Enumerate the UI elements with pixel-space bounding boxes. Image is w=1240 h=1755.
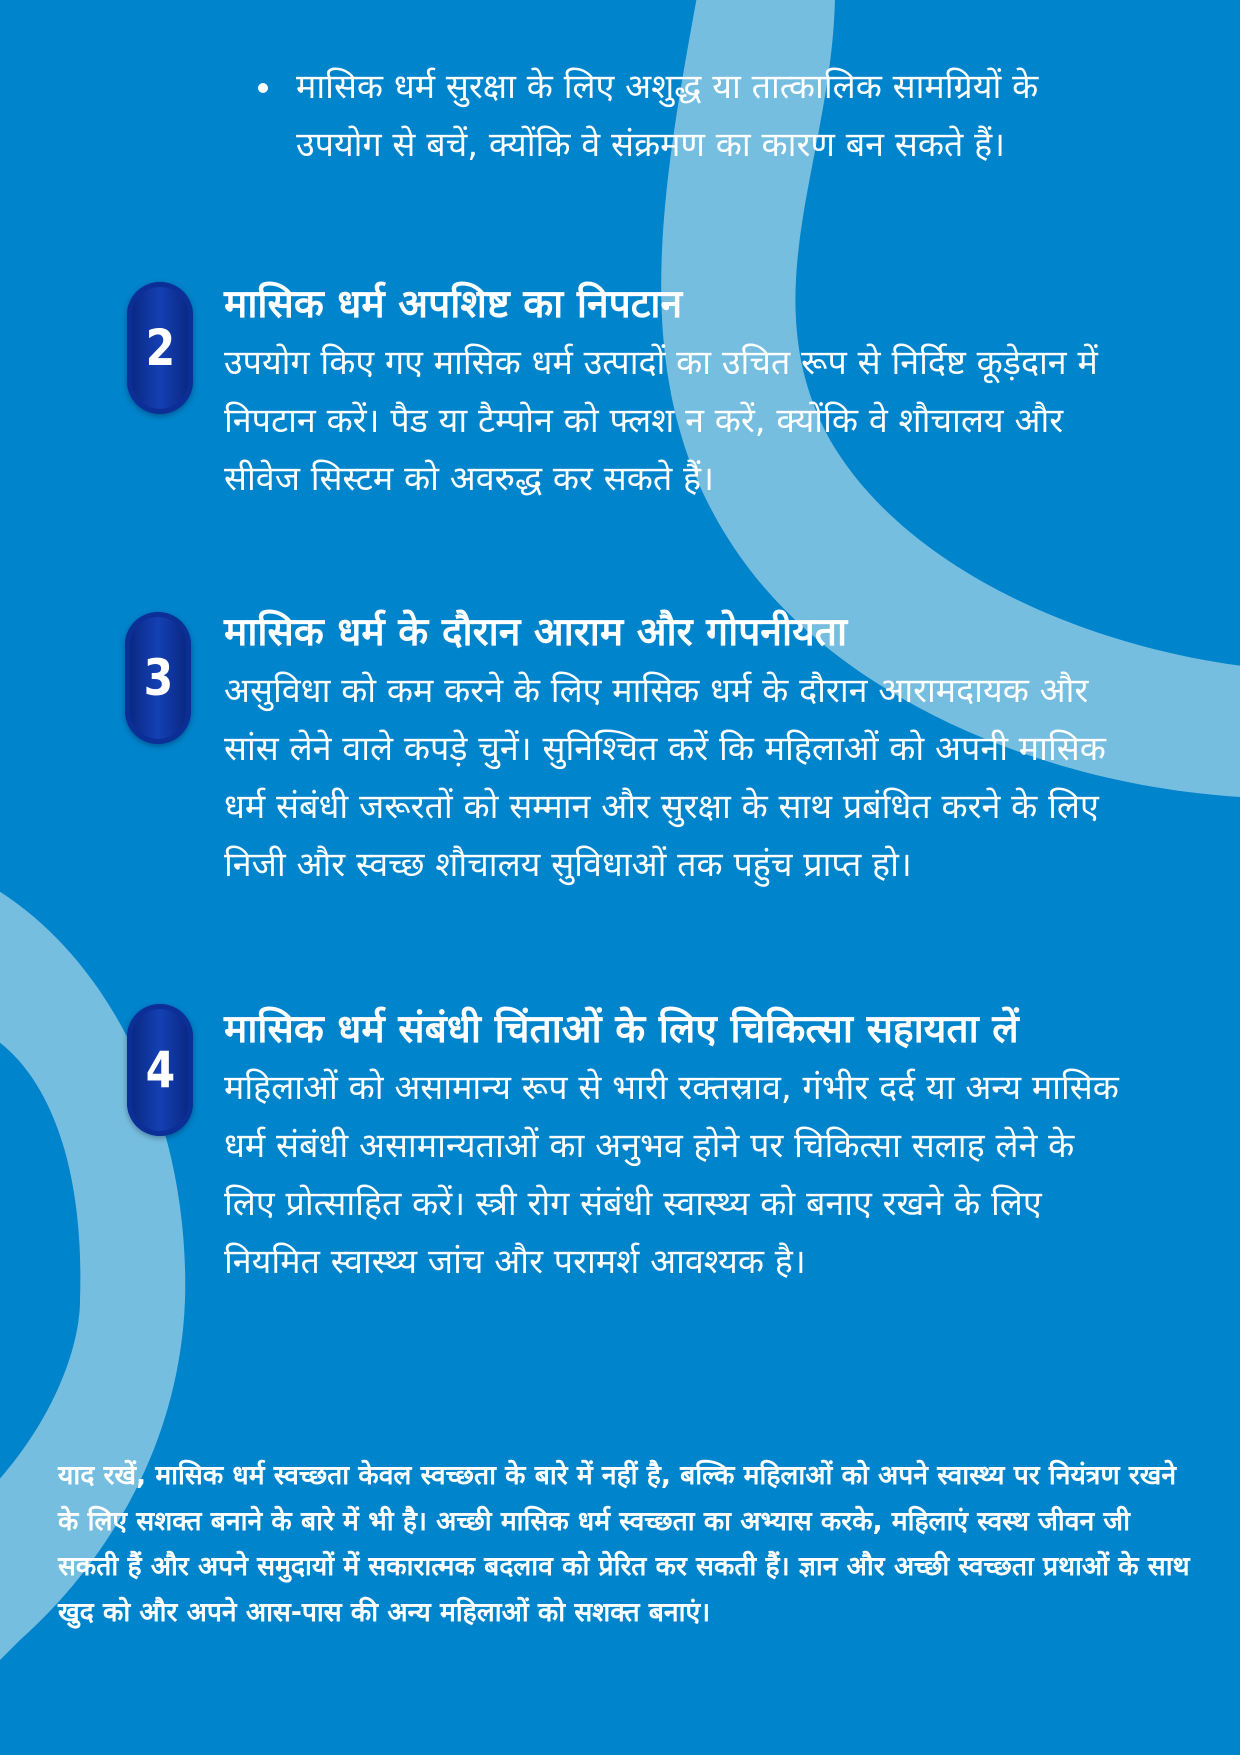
section-medical-help [224,1001,1124,1291]
step-2-badge [127,282,193,414]
section-title: मासिक धर्म अपशिष्ट का निपटान [224,282,683,327]
step-number: 2 [145,319,175,377]
step-4-badge [127,1004,193,1136]
bullet-dot-icon [258,83,268,93]
bullet-list [258,58,1078,174]
bullet-text: मासिक धर्म सुरक्षा के लिए अशुद्ध या तात्कालिक सामग्रियों के उपयोग से बचें, क्योंकि वे संक्रमण का कारण बन सकते हैं। [296,67,1039,165]
list-item [258,58,1078,174]
section-title: मासिक धर्म संबंधी चिंताओं के लिए चिकित्सा सहायता लें [224,1007,1019,1052]
section-body: उपयोग किए गए मासिक धर्म उत्पादों का उचित रूप से निर्दिष्ट कूड़ेदान में निपटान करें। पैड या टैम्पोन को फ्लश न करें, क्योंकि वे शौचालय और सीवेज सिस्टम को अवरुद्ध कर सकते हैं। [224,343,1098,499]
section-title: मासिक धर्म के दौरान आराम और गोपनीयता [224,610,848,655]
step-number: 3 [143,649,173,707]
section-body: महिलाओं को असामान्य रूप से भारी रक्तस्राव, गंभीर दर्द या अन्य मासिक धर्म संबंधी असामान्यताओं का अनुभव होने पर चिकित्सा सलाह लेने के लिए प्रोत्साहित करें। स्त्री रोग संबंधी स्वास्थ्य को बनाए रखने के लिए नियमित स्वास्थ्य जांच और परामर्श आवश्यक है। [224,1068,1119,1282]
section-waste-disposal [224,276,1124,508]
section-comfort-privacy [224,604,1124,894]
step-3-badge [125,612,191,744]
step-number: 4 [145,1041,175,1099]
closing-note: याद रखें, मासिक धर्म स्वच्छता केवल स्वच्छता के बारे में नहीं है, बल्कि महिलाओं को अपने स्वास्थ्य पर नियंत्रण रखने के लिए सशक्त बनाने के बारे में भी है। अच्छी मासिक धर्म स्वच्छता का अभ्यास करके, महिलाएं स्वस्थ जीवन जी सकती हैं और अपने समुदायों में सकारात्मक बदलाव को प्रेरित कर सकती हैं। ज्ञान और अच्छी स्वच्छता प्रथाओं के साथ खुद को और अपने आस-पास की अन्य महिलाओं को सशक्त बनाएं। [58,1460,1190,1628]
section-body: असुविधा को कम करने के लिए मासिक धर्म के दौरान आरामदायक और सांस लेने वाले कपड़े चुनें। सुनिश्चित करें कि महिलाओं को अपनी मासिक धर्म संबंधी जरूरतों को सम्मान और सुरक्षा के साथ प्रबंधित करने के लिए निजी और स्वच्छ शौचालय सुविधाओं तक पहुंच प्राप्त हो। [224,671,1106,885]
